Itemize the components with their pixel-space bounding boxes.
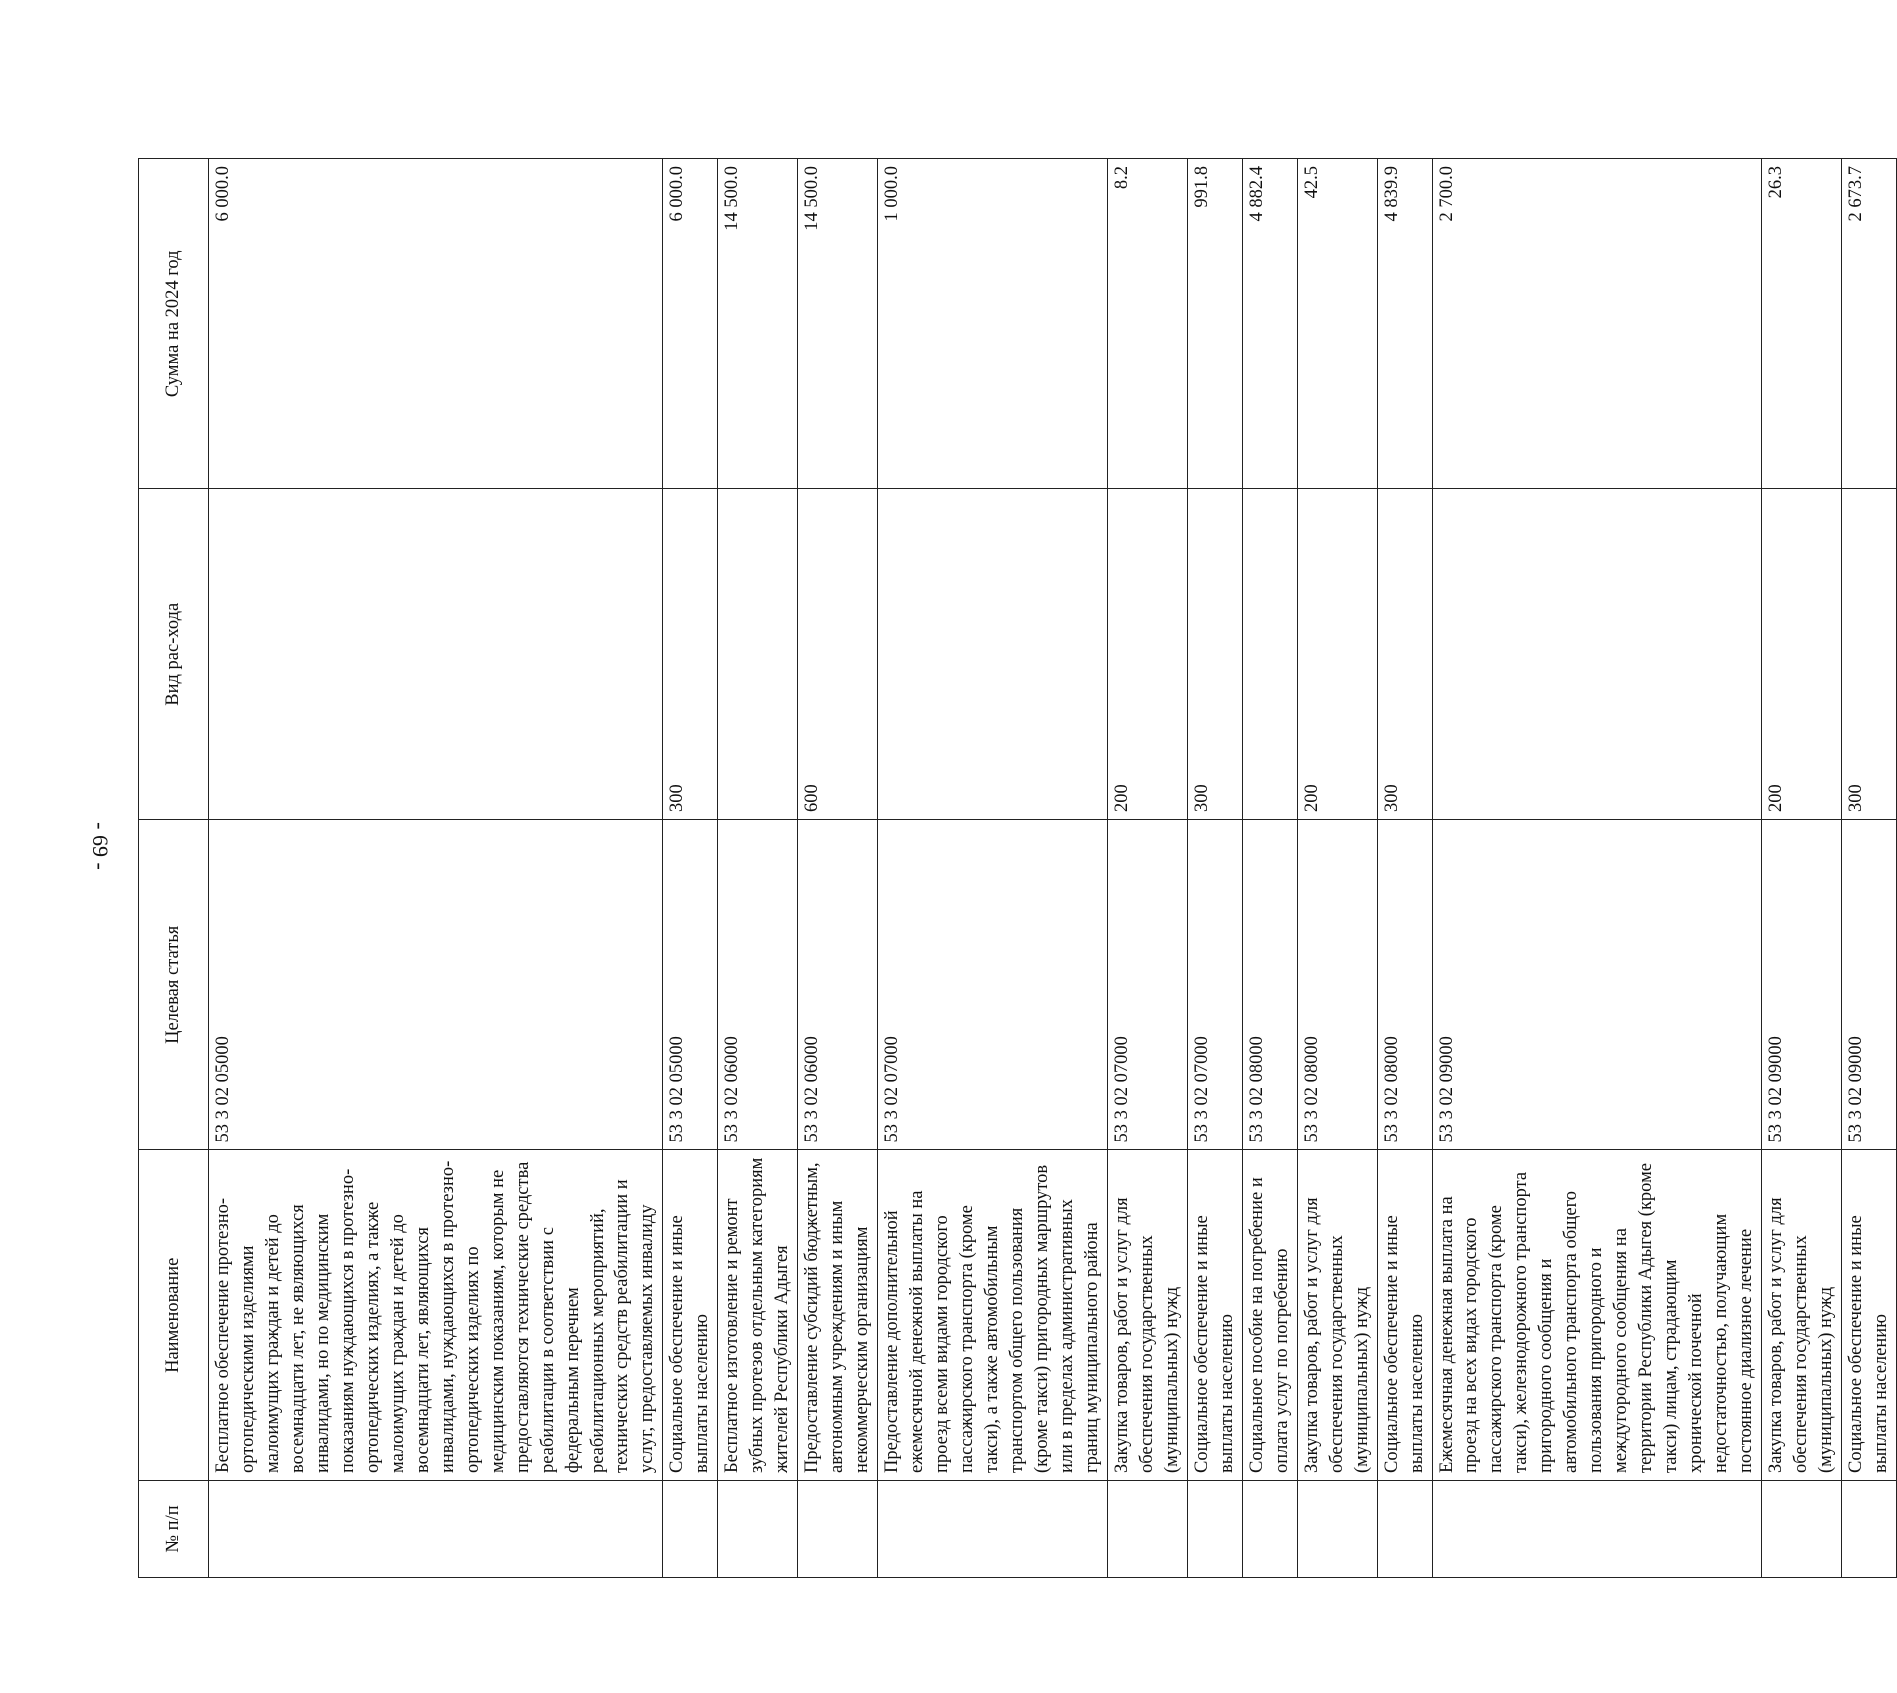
- cell-amount: 26.3: [1762, 159, 1842, 490]
- cell-num: [1377, 1481, 1432, 1578]
- cell-target-code: 53 3 02 09000: [1842, 820, 1897, 1151]
- cell-name: Закупка товаров, работ и услуг для обеспечения государственных (муниципальных) нужд: [1297, 1150, 1377, 1481]
- cell-expense-type: [718, 489, 798, 820]
- cell-target-code: 53 3 02 05000: [208, 820, 662, 1151]
- cell-name: Бесплатное обеспечение протезно-ортопедическими изделиями малоимущих граждан и детей до восемнадцати лет, не являющихся инвалидами, но по медицинским показаниям нуждающихся в протезно-ортопедических изделиях, а также малоимущих граждан и детей до восемнадцати лет, являющихся инвалидами, нуждающихся в протезно-ортопедических изделиях по медицинским показаниям, которым не предоставляются технические средства реабилитации в соответствии с федеральным перечнем реабилитационных мероприятий, технических средств реабилитации и услуг, предоставляемых инвалиду: [208, 1150, 662, 1481]
- cell-amount: 8.2: [1107, 159, 1187, 490]
- cell-num: [878, 1481, 1108, 1578]
- cell-expense-type: [1242, 489, 1297, 820]
- cell-name: Закупка товаров, работ и услуг для обеспечения государственных (муниципальных) нужд: [1762, 1150, 1842, 1481]
- cell-name: Предоставление дополнительной ежемесячной денежной выплаты на проезд всеми видами городского пассажирского транспорта (кроме такси), а также автомобильным транспортом общего пользования (кроме такси) пригородных маршрутов или в пределах административных границ муниципального района: [878, 1150, 1108, 1481]
- cell-name: Социальное обеспечение и иные выплаты населению: [663, 1150, 718, 1481]
- cell-amount: 6 000.0: [208, 159, 662, 490]
- cell-name: Бесплатное изготовление и ремонт зубных протезов отдельным категориям жителей Республики Адыгея: [718, 1150, 798, 1481]
- cell-expense-type: [878, 489, 1108, 820]
- table-row: [1107, 159, 1187, 1578]
- cell-expense-type: 200: [1762, 489, 1842, 820]
- cell-name: Социальное пособие на погребение и оплата услуг по погребению: [1242, 1150, 1297, 1481]
- cell-target-code: 53 3 02 06000: [718, 820, 798, 1151]
- header-sum: Сумма на 2024 год: [139, 159, 209, 490]
- table-row: [1242, 159, 1297, 1578]
- cell-name: Предоставление субсидий бюджетным, автономным учреждениям и иным некоммерческим организациям: [798, 1150, 878, 1481]
- cell-amount: 2 673.7: [1842, 159, 1897, 490]
- cell-target-code: 53 3 02 05000: [663, 820, 718, 1151]
- cell-target-code: 53 3 02 07000: [878, 820, 1108, 1151]
- cell-num: [663, 1481, 718, 1578]
- cell-expense-type: 300: [1377, 489, 1432, 820]
- table-row: [1432, 159, 1762, 1578]
- cell-amount: 14 500.0: [798, 159, 878, 490]
- header-kind: Вид рас-хода: [139, 489, 209, 820]
- table-row: [663, 159, 718, 1578]
- table-row: [798, 159, 878, 1578]
- cell-expense-type: 200: [1107, 489, 1187, 820]
- cell-expense-type: 300: [663, 489, 718, 820]
- cell-target-code: 53 3 02 08000: [1297, 820, 1377, 1151]
- table-row: [1762, 159, 1842, 1578]
- cell-expense-type: [1432, 489, 1762, 820]
- cell-expense-type: 200: [1297, 489, 1377, 820]
- cell-amount: 1 000.0: [878, 159, 1108, 490]
- table-row: [1187, 159, 1242, 1578]
- cell-expense-type: [208, 489, 662, 820]
- cell-target-code: 53 3 02 08000: [1242, 820, 1297, 1151]
- cell-target-code: 53 3 02 07000: [1107, 820, 1187, 1151]
- cell-num: [718, 1481, 798, 1578]
- budget-table: [138, 158, 1897, 1578]
- table-row: [208, 159, 662, 1578]
- cell-amount: 2 700.0: [1432, 159, 1762, 490]
- cell-name: Социальное обеспечение и иные выплаты населению: [1377, 1150, 1432, 1481]
- cell-num: [1842, 1481, 1897, 1578]
- cell-expense-type: 300: [1842, 489, 1897, 820]
- rotated-table-container: [138, 158, 1891, 1578]
- table-row: [1297, 159, 1377, 1578]
- cell-name: Социальное обеспечение и иные выплаты населению: [1187, 1150, 1242, 1481]
- cell-num: [1242, 1481, 1297, 1578]
- cell-amount: 14 500.0: [718, 159, 798, 490]
- cell-target-code: 53 3 02 08000: [1377, 820, 1432, 1151]
- cell-amount: 991.8: [1187, 159, 1242, 490]
- cell-num: [798, 1481, 878, 1578]
- cell-amount: 4 839.9: [1377, 159, 1432, 490]
- cell-num: [1187, 1481, 1242, 1578]
- cell-target-code: 53 3 02 09000: [1762, 820, 1842, 1151]
- table-row: [878, 159, 1108, 1578]
- cell-target-code: 53 3 02 07000: [1187, 820, 1242, 1151]
- budget-table-body: [139, 159, 1897, 1578]
- cell-name: Закупка товаров, работ и услуг для обеспечения государственных (муниципальных) нужд: [1107, 1150, 1187, 1481]
- table-row: [718, 159, 798, 1578]
- cell-target-code: 53 3 02 09000: [1432, 820, 1762, 1151]
- table-row: [1377, 159, 1432, 1578]
- cell-amount: 42.5: [1297, 159, 1377, 490]
- header-num: № п/п: [139, 1481, 209, 1578]
- table-row: [1842, 159, 1897, 1578]
- cell-name: Ежемесячная денежная выплата на проезд на всех видах городского пассажирского транспорта (кроме такси), железнодорожного транспорта пригородного сообщения и автомобильного транспорта общего пользования пригородного и междугородного сообщения на территории Республики Адыгея (кроме такси) лицам, страдающим хронической почечной недостаточностью, получающим постоянное диализное лечение: [1432, 1150, 1762, 1481]
- cell-num: [1762, 1481, 1842, 1578]
- page-number: - 69 -: [88, 822, 113, 870]
- cell-amount: 4 882.4: [1242, 159, 1297, 490]
- cell-name: Социальное обеспечение и иные выплаты населению: [1842, 1150, 1897, 1481]
- cell-num: [208, 1481, 662, 1578]
- cell-expense-type: 600: [798, 489, 878, 820]
- cell-expense-type: 300: [1187, 489, 1242, 820]
- table-header-row: [139, 159, 209, 1578]
- cell-num: [1297, 1481, 1377, 1578]
- cell-num: [1107, 1481, 1187, 1578]
- cell-num: [1432, 1481, 1762, 1578]
- cell-amount: 6 000.0: [663, 159, 718, 490]
- header-code: Целевая статья: [139, 820, 209, 1151]
- cell-target-code: 53 3 02 06000: [798, 820, 878, 1151]
- header-name: Наименование: [139, 1150, 209, 1481]
